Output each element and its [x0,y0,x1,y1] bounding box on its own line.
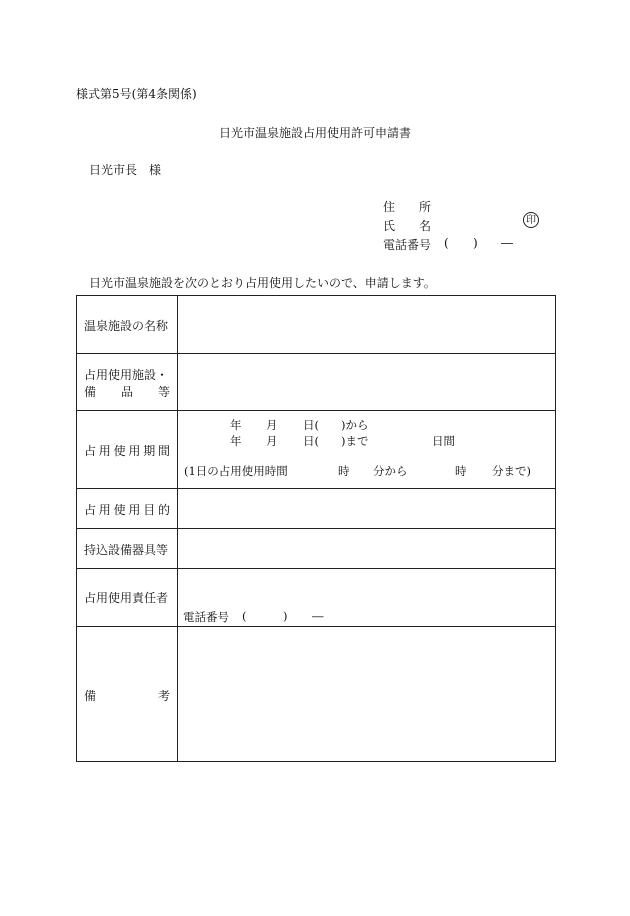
purpose-char: 用 [128,503,141,517]
facility-name-field[interactable] [178,297,556,352]
remarks-label [84,687,170,704]
carry-in-label: 持込設備器具等 [84,543,169,557]
period-year: 年 [230,418,242,432]
purpose-char: 使 [113,503,126,517]
period-label [84,442,170,459]
manager-phone-paren-open: ( [242,609,247,623]
intro-text: 日光市温泉施設を次のとおり占用使用したいので、申請します。 [89,276,436,290]
carry-in-field[interactable] [178,529,556,567]
equipment-char: 等 [157,385,170,399]
purpose-field[interactable] [178,489,556,527]
period-field[interactable] [178,411,556,487]
remarks-char: 考 [157,689,170,703]
purpose-label [84,501,170,518]
purpose-char: 占 [84,503,97,517]
equipment-field[interactable] [178,354,556,409]
manager-phone-paren-close: ) [283,609,288,623]
daily-hour-to: 時 [455,464,467,478]
period-char: 用 [128,444,141,458]
manager-field[interactable] [178,569,556,625]
remarks-char: 備 [84,689,97,703]
manager-phone-dash: ― [312,609,324,623]
period-char: 使 [113,444,126,458]
remarks-field[interactable] [178,627,556,761]
purpose-char: 用 [98,503,111,517]
period-char: 占 [84,444,97,458]
period-to-suffix: )まで [341,434,369,448]
daily-minute-from: 分から [373,464,408,478]
period-from-suffix: )から [341,418,369,432]
purpose-char: 目 [143,503,156,517]
equipment-label-line2 [84,383,170,400]
facility-name-label: 温泉施設の名称 [84,319,169,333]
period-days: 日間 [432,434,455,448]
period-year-end: 年 [230,434,242,448]
form-number: 様式第5号(第4条関係) [76,87,197,101]
manager-label: 占用使用責任者 [84,591,169,605]
period-day-to: 日( [303,434,319,448]
phone-label: 電話番号 [383,238,432,252]
period-char: 間 [157,444,170,458]
period-char: 用 [98,444,111,458]
seal-mark: 印 [523,212,539,228]
phone-paren-open: ( [444,236,449,250]
phone-paren-close: ) [473,236,478,250]
purpose-char: 的 [157,503,170,517]
daily-minute-to: 分まで) [492,464,531,478]
period-char: 期 [143,444,156,458]
equipment-char: 品 [120,385,133,399]
address-label: 住 所 [383,200,432,214]
period-day-from: 日( [303,418,319,432]
period-month: 月 [266,418,278,432]
name-label: 氏 名 [383,219,432,233]
phone-dash: ― [501,236,513,250]
daily-hour-from: 時 [338,464,350,478]
daily-hours-prefix: (1日の占用使用時間 [184,464,288,478]
equipment-char: 備 [84,385,97,399]
page-title: 日光市温泉施設占用使用許可申請書 [219,126,412,140]
equipment-label-line1: 占用使用施設・ [84,368,169,382]
addressee: 日光市長 様 [89,163,162,177]
application-table [76,295,556,762]
period-month-end: 月 [266,434,278,448]
manager-phone-label: 電話番号 [183,610,229,624]
